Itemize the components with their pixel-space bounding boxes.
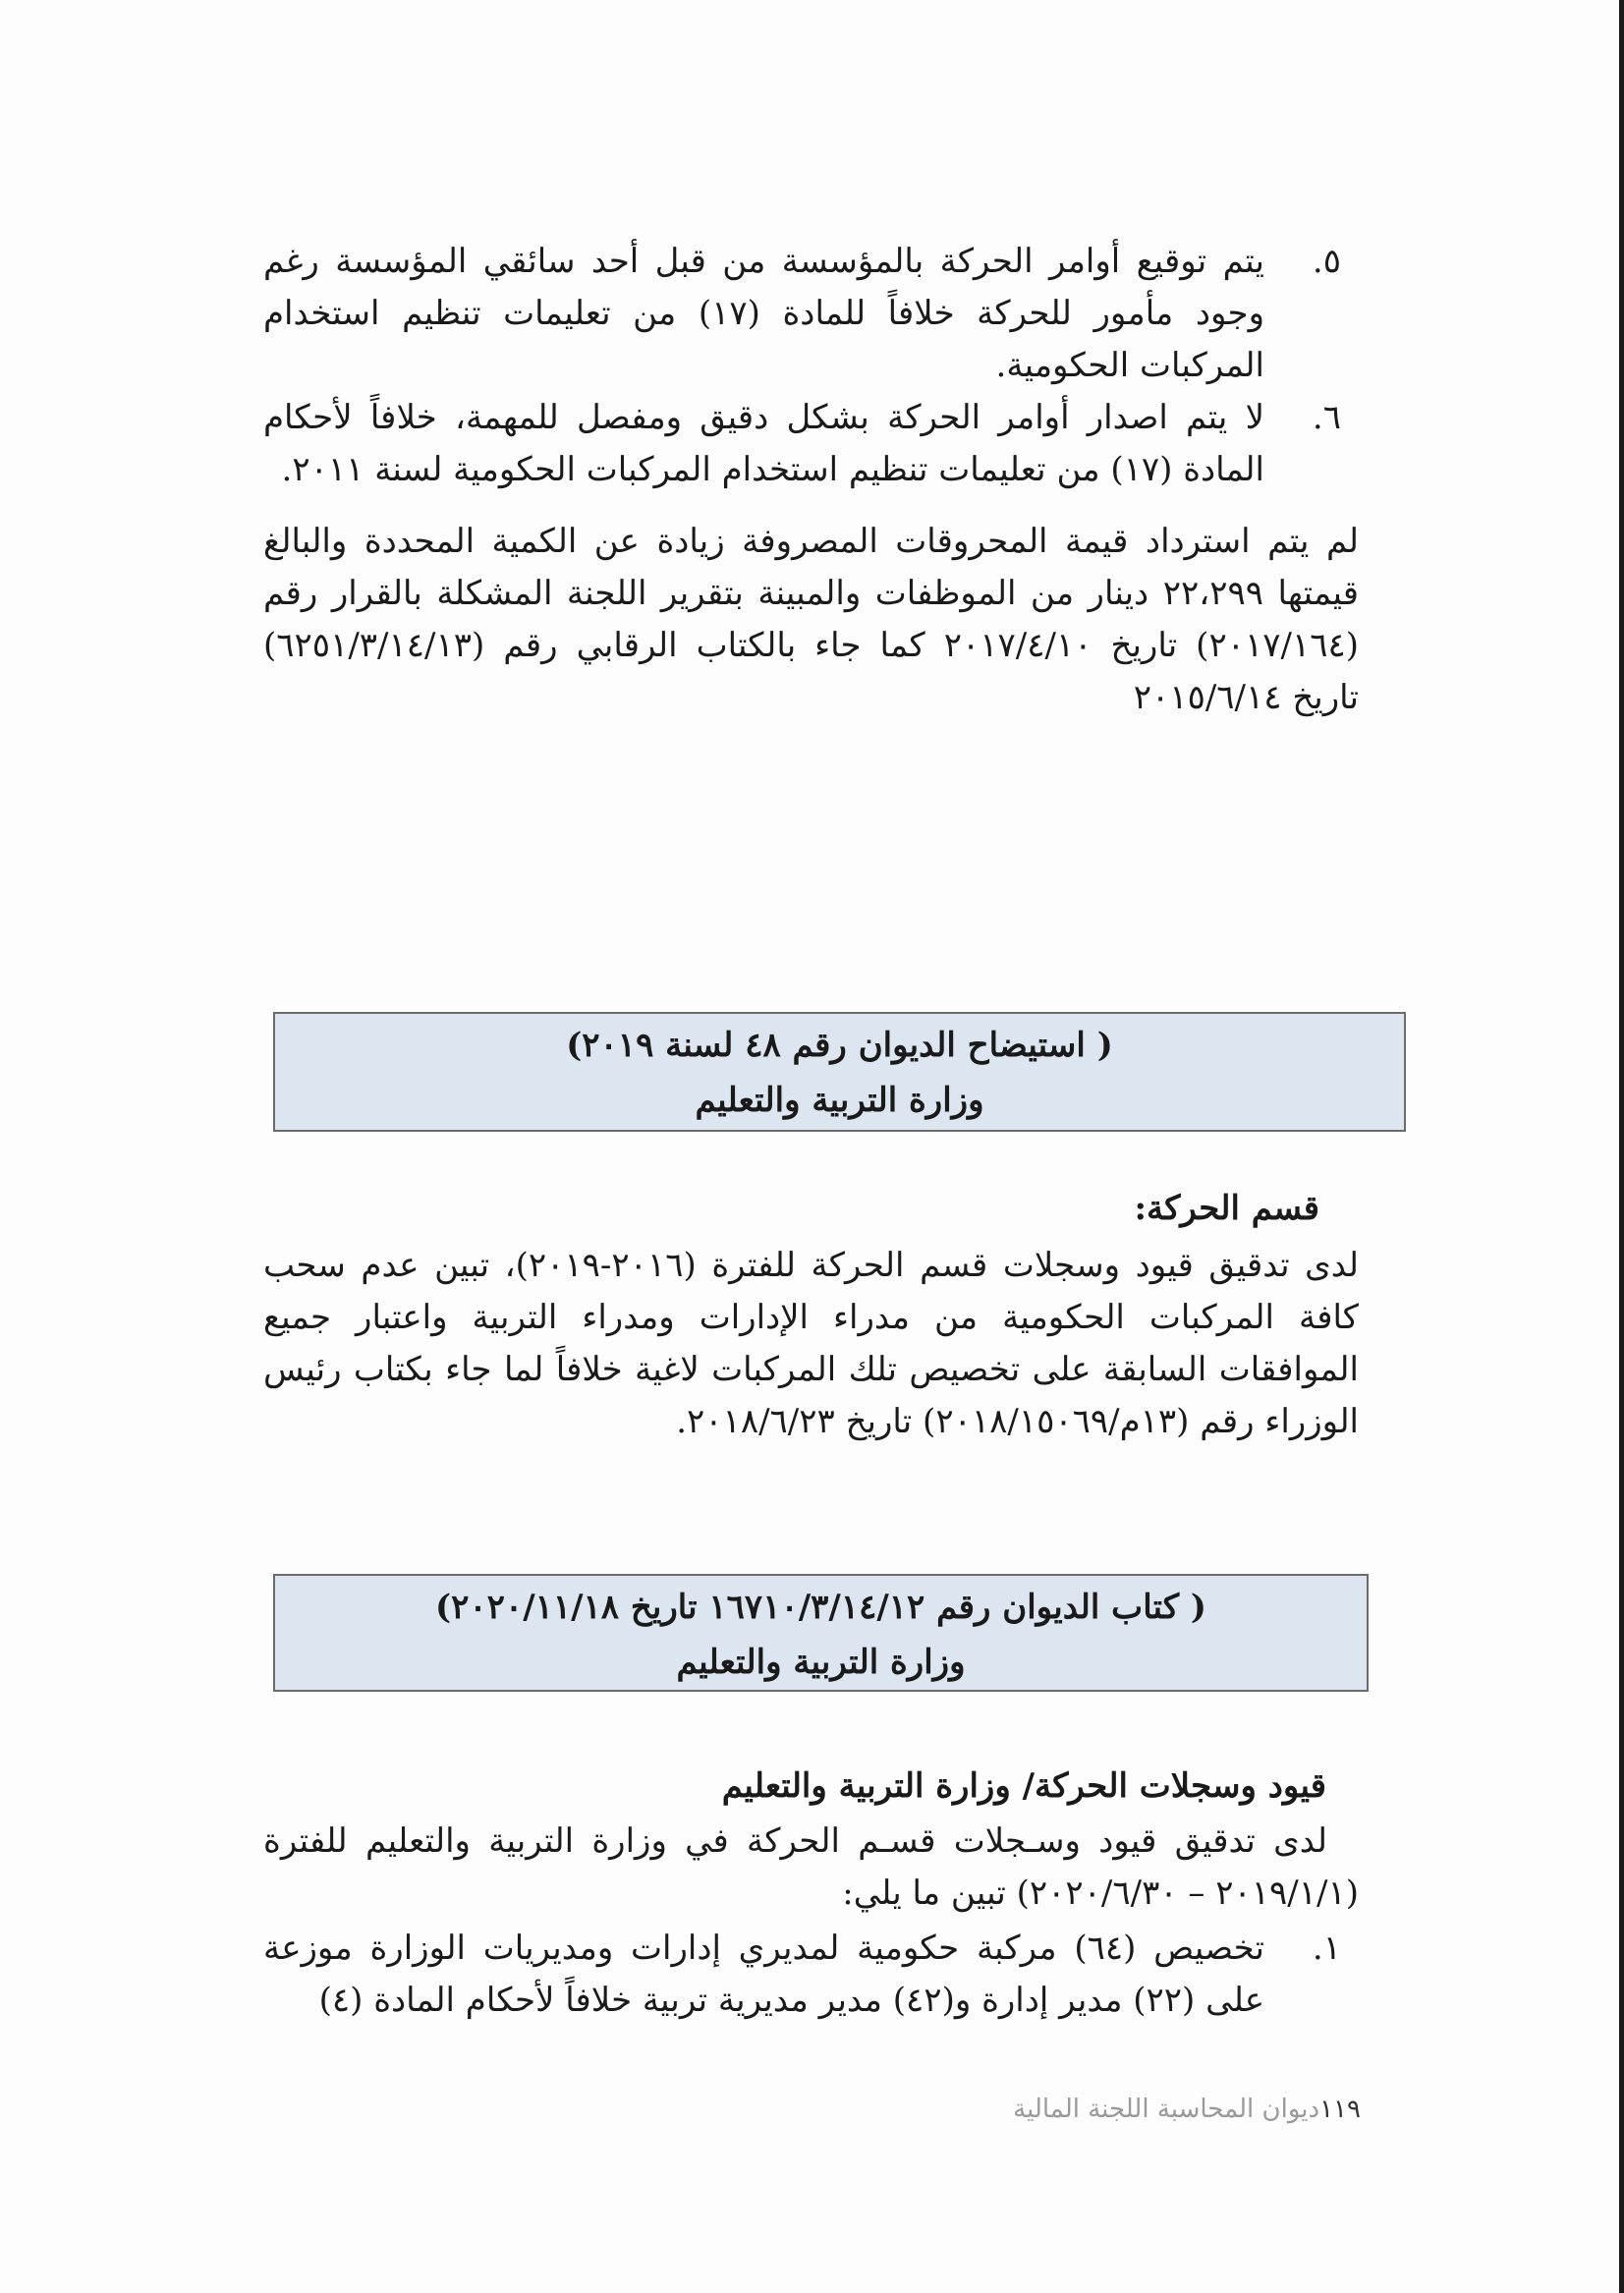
section-heading: قيود وسجلات الحركة/ وزارة التربية والتعليم: [721, 1766, 1326, 1806]
box-subtitle: وزارة التربية والتعليم: [695, 1081, 984, 1120]
list-item: [263, 392, 1359, 496]
list-item-number: ٦.: [1312, 398, 1341, 437]
list-item: [263, 236, 1359, 392]
section3-paragraph: لدى تدقيق قيود وسـجلات قسـم الحركة في وزارة التربية والتعليم للفترة (٢٠١٩/١/١ – ٢٠٢٠/٦/٣٠) تبين ما يلي:: [263, 1821, 1359, 1913]
footer-label: ديوان المحاسبة اللجنة المالية: [1013, 2095, 1320, 2124]
box-subtitle: وزارة التربية والتعليم: [676, 1643, 966, 1682]
section1-list: [263, 236, 1359, 496]
list-item-text: لا يتم اصدار أوامر الحركة بشكل دقيق ومفصل للمهمة، خلافاً لأحكام المادة (١٧) من تعليمات تنظيم استخدام المركبات الحكومية لسنة ٢٠١١.: [263, 398, 1264, 489]
section-title-box: [273, 1574, 1369, 1692]
list-item-text: يتم توقيع أوامر الحركة بالمؤسسة من قبل أحد سائقي المؤسسة رغم وجود مأمور للحركة خلافاً للمادة (١٧) من تعليمات تنظيم استخدام المركبات الحكومية.: [263, 242, 1264, 385]
page-number: ١١٩: [1319, 2095, 1361, 2124]
box-title: ( كتاب الديوان رقم ١٦٧١٠/٣/١٤/١٢ تاريخ ٢٠٢٠/١١/١٨): [435, 1588, 1206, 1627]
page-footer: [1013, 2095, 1361, 2124]
list-item: [263, 1923, 1359, 2027]
box-title: ( استيضاح الديوان رقم ٤٨ لسنة ٢٠١٩): [566, 1026, 1113, 1065]
list-item-number: ٥.: [1312, 242, 1341, 281]
list-item-number: ١.: [1312, 1929, 1341, 1968]
section-heading: قسم الحركة:: [1134, 1189, 1319, 1228]
scan-edge-mark: [1619, 0, 1624, 2293]
section-title-box: [273, 1012, 1406, 1132]
list-item-text: تخصيص (٦٤) مركبة حكومية لمديري إدارات ومديريات الوزارة موزعة على (٢٢) مدير إدارة و(٤٢) مدير مديرية تربية خلافاً لأحكام المادة (٤): [263, 1929, 1264, 2020]
section3-list: [263, 1923, 1359, 2027]
section2-paragraph: لدى تدقيق قيود وسجلات قسم الحركة للفترة (٢٠١٦-٢٠١٩)، تبين عدم سحب كافة المركبات الحكومية من مدراء الإدارات ومدراء التربية واعتبار جميع الموافقات السابقة على تخصيص تلك المركبات لاغية خلافاً لما جاء بكتاب رئيس الوزراء رقم (١٣م/٢٠١٨/١٥٠٦٩) تاريخ ٢٠١٨/٦/٢٣.: [263, 1246, 1359, 1441]
section1-paragraph: لم يتم استرداد قيمة المحروقات المصروفة زيادة عن الكمية المحددة والبالغ قيمتها ٢٢،٢٩٩ دينار من الموظفات والمبينة بتقرير اللجنة المشكلة بالقرار رقم (٢٠١٧/١٦٤) تاريخ ٢٠١٧/٤/١٠ كما جاء بالكتاب الرقابي رقم (٦٢٥١/٣/١٤/١٣) تاريخ ٢٠١٥/٦/١٤: [263, 522, 1359, 717]
